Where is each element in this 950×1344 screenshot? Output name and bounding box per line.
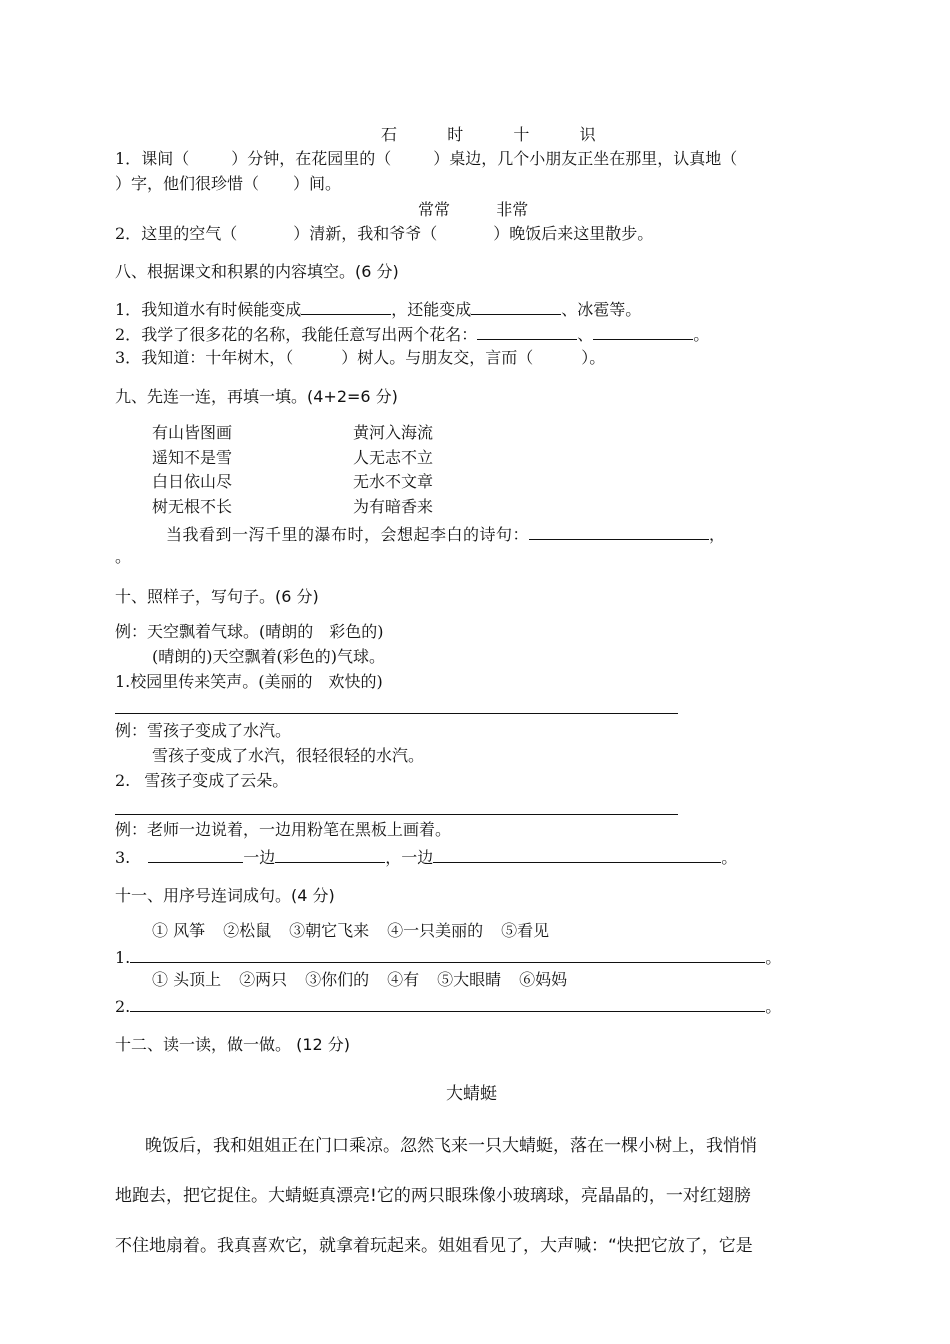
section-10-q3: 3. 一边 ，一边 。 [115,845,737,869]
choice-word: 时 [447,125,464,144]
story-paragraph-line-1: 晚饭后，我和姐姐正在门口乘凉。忽然飞来一只大蜻蜓，落在一棵小树上，我悄悄 [145,1136,757,1156]
section-9-title: 九、先连一连，再填一填。(4+2=6 分) [115,387,398,406]
answer-blank[interactable] [477,322,577,340]
poem-left-3[interactable]: 白日依山尽 [152,472,233,491]
choice-word: 非常 [496,200,529,219]
answer-blank[interactable] [130,994,765,1012]
example-3: 例：老师一边说着，一边用粉笔在黑板上画着。 [115,820,452,839]
choice-word: 十 [513,125,530,144]
section-8-q3: 3．我知道：十年树木，（ ）树人。与朋友交，言而（ ）。 [115,348,606,367]
section-9-fill-end: 。 [115,547,132,566]
section-9-fill: 当我看到一泻千里的瀑布时，会想起李白的诗句： ， [166,522,726,546]
answer-2: 2. 。 [115,994,781,1018]
answer-blank[interactable] [130,945,765,963]
story-paragraph-line-2: 地跑去，把它捉住。大蜻蜓真漂亮!它的两只眼珠像小玻璃球，亮晶晶的，一对红翅膀 [115,1186,751,1206]
story-paragraph-line-3: 不住地扇着。我真喜欢它，就拿着玩起来。姐姐看见了，大声喊：“快把它放了，它是 [115,1236,753,1256]
section-10-q1: 1.校园里传来笑声。(美丽的 欢快的) [115,672,383,691]
question-7-1-cont: ）字，他们很珍惜（ ）间。 [115,174,342,193]
word-set-1: ① 风筝 ②松鼠 ③朝它飞来 ④一只美丽的 ⑤看见 [152,921,550,940]
poem-left-1[interactable]: 有山皆图画 [152,423,233,442]
example-1: 例：天空飘着气球。(晴朗的 彩色的) [115,622,384,641]
poem-right-4[interactable]: 为有暗香来 [353,497,434,516]
answer-1: 1. 。 [115,945,781,969]
section-10-q2: 2. 雪孩子变成了云朵。 [115,771,289,790]
answer-blank[interactable] [275,845,385,863]
answer-line[interactable] [115,713,678,714]
section-8-title: 八、根据课文和积累的内容填空。(6 分) [115,262,399,281]
poem-right-1[interactable]: 黄河入海流 [353,423,434,442]
example-2: 例：雪孩子变成了水汽。 [115,721,292,740]
section-8-q1: 1．我知道水有时候能变成 ，还能变成 、冰雹等。 [115,297,641,321]
section-11-title: 十一、用序号连词成句。(4 分) [115,886,335,905]
poem-right-3[interactable]: 无水不文章 [353,472,434,491]
answer-blank[interactable] [593,322,693,340]
example-1-answer: (晴朗的)天空飘着(彩色的)气球。 [152,647,385,666]
story-title: 大蜻蜓 [446,1084,497,1104]
word-choices-1 [381,124,596,146]
question-7-2: 2．这里的空气（ ）清新，我和爷爷（ ）晚饭后来这里散步。 [115,224,654,243]
choice-word: 常常 [418,200,451,219]
answer-blank[interactable] [301,297,391,315]
choice-word: 识 [579,125,596,144]
section-8-q2: 2．我学了很多花的名称，我能任意写出两个花名： 、 。 [115,322,709,346]
answer-blank[interactable] [529,522,709,540]
word-choices-2 [418,199,528,221]
example-2-answer: 雪孩子变成了水汽，很轻很轻的水汽。 [152,746,425,765]
poem-left-4[interactable]: 树无根不长 [152,497,233,516]
word-set-2: ① 头顶上 ②两只 ③你们的 ④有 ⑤大眼睛 ⑥妈妈 [152,970,568,989]
choice-word: 石 [381,125,398,144]
section-10-title: 十、照样子，写句子。(6 分) [115,587,319,606]
question-7-1: 1．课间（ ）分钟，在花园里的（ ）桌边，几个小朋友正坐在那里，认真地（ [115,149,738,168]
answer-blank[interactable] [471,297,561,315]
answer-blank[interactable] [148,845,243,863]
poem-left-2[interactable]: 遥知不是雪 [152,448,233,467]
answer-line[interactable] [115,814,678,815]
section-12-title: 十二、读一读，做一做。 (12 分) [115,1035,351,1054]
answer-blank[interactable] [433,845,721,863]
poem-right-2[interactable]: 人无志不立 [353,448,434,467]
